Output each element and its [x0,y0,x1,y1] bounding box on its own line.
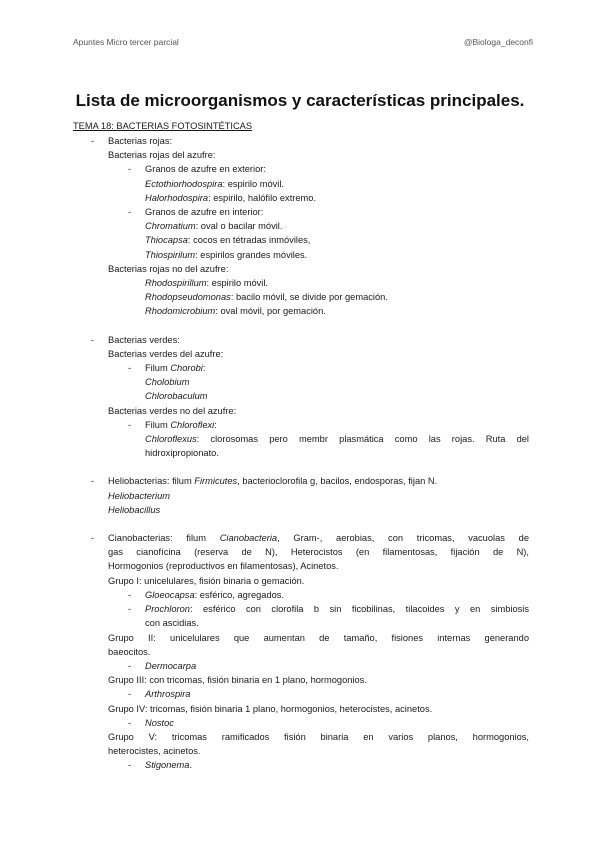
list-item: Bacterias rojas del azufre: [108,150,216,161]
list-item: Grupo III: con tricomas, fisión binaria en 1 plano, hormogonios. [108,675,367,686]
list-item: Bacterias verdes no del azufre: [108,405,237,416]
list-item: hidroxipropionato. [145,448,219,459]
list-item: - Bacterias verdes: [73,333,529,347]
list-item: Heliobacterium [108,490,171,501]
header-left: Apuntes Micro tercer parcial [73,37,179,47]
list-item: - Bacterias rojas: [73,134,529,148]
list-item: Rhodomicrobium: oval móvil, por gemación. [145,306,326,317]
list-item: - Granos de azufre en exterior: [73,162,529,176]
page-title: Lista de microorganismos y características principales. [75,91,525,110]
list-item: gas cianofícina (reserva de N), Heterocistos (en filamentosas, fijación de N), [108,547,529,558]
list-item: - Cianobacterias: filum Cianobacteria, Gram-, aerobias, con tricomas, vacuolas de [73,531,529,545]
list-item: Rhodospirillum: espirilo móvil. [145,278,268,289]
list-item: - Arthrospira [73,687,529,701]
list-item: - Filum Chorobi: [73,361,529,375]
list-item: Thiospirilum: espirilos grandes móviles. [145,249,308,260]
list-item: - Heliobacterias: filum Firmicutes, bacterioclorofila g, bacilos, endosporas, fijan N. [73,474,529,488]
list-item: - Stigonema. [73,758,529,772]
list-item: Chlorobaculum [145,391,208,402]
list-item: - Nostoc [73,716,529,730]
list-item: Chloroflexus: clorosomas pero membr plasmática como las rojas. Ruta del [145,434,529,445]
list-item: Cholobium [145,377,190,388]
list-item: - Prochloron: esférico con clorofila b sin ficobilinas, tilacoides y en simbiosis [73,602,529,616]
document-body [73,134,529,773]
list-item: - Granos de azufre en interior: [73,205,529,219]
list-item: Heliobacillus [108,504,161,515]
list-item: Thiocapsa: cocos en tétradas inmóviles, [145,235,311,246]
list-item: Halorhodospira: espirilo, halófilo extremo. [145,192,317,203]
list-item: Bacterias rojas no del azufre: [108,263,229,274]
list-item: - Filum Chloroflexi: [73,418,529,432]
list-item: Ectothiorhodospira: espirilo móvil. [145,178,285,189]
header-right: @Biologa_deconfi [463,37,533,47]
list-item: heterocistes, acinetos. [108,746,201,757]
list-item: - Gloeocapsa: esférico, agregados. [73,588,529,602]
list-item: Chromatium: oval o bacilar móvil. [145,221,283,232]
section-heading: TEMA 18: BACTERIAS FOTOSINTÉTICAS [73,121,253,131]
list-item: Grupo V: tricomas ramificados fisión binaria en varios planos, hormogonios, [108,731,529,742]
list-item: Bacterias verdes del azufre: [108,348,224,359]
list-item: con ascidias. [145,618,199,629]
list-item: Grupo I: unicelulares, fisión binaria o gemación. [108,575,305,586]
list-item: Hormogonios (reproductivos en filamentosas), Acinetos. [108,561,339,572]
list-item: baeocitos. [108,646,151,657]
list-item: Grupo II: unicelulares que aumentan de tamaño, fisiones internas generando [108,632,529,643]
list-item: Rhodopseudomonas: bacilo móvil, se divide por gemación. [145,292,388,303]
list-item: Grupo IV: tricomas, fisión binaria 1 plano, hormogonios, heterocistes, acinetos. [108,703,433,714]
list-item: - Dermocarpa [73,659,529,673]
